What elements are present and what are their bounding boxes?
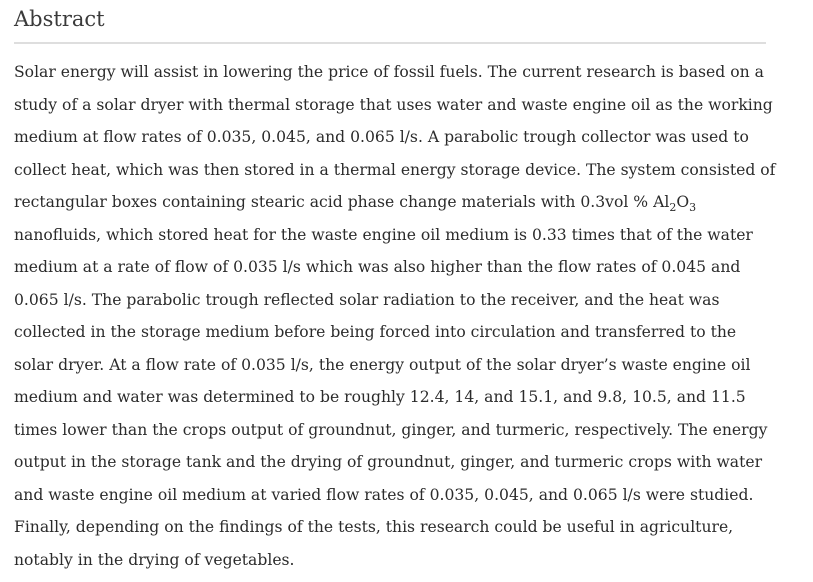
text-line: 0.065 l/s. The parabolic trough reflected solar radiation to the receiver, and the heat was <box>14 290 766 323</box>
text-line: study of a solar dryer with thermal storage that uses water and waste engine oil as the working <box>14 95 766 128</box>
text-line: medium at flow rates of 0.035, 0.045, and 0.065 l/s. A parabolic trough collector was used to <box>14 127 766 160</box>
text-line: collect heat, which was then stored in a thermal energy storage device. The system consisted of <box>14 160 766 193</box>
text-line-chemical-formula <box>14 192 766 225</box>
formula-subscript: 2 <box>669 201 676 214</box>
text-line: collected in the storage medium before being forced into circulation and transferred to the <box>14 322 766 355</box>
text-line: Finally, depending on the findings of the tests, this research could be useful in agriculture, <box>14 517 766 550</box>
text-line: and waste engine oil medium at varied flow rates of 0.035, 0.045, and 0.065 l/s were studied. <box>14 485 766 518</box>
text-line: output in the storage tank and the drying of groundnut, ginger, and turmeric crops with water <box>14 452 766 485</box>
formula-subscript: 3 <box>689 201 696 214</box>
section-heading: Abstract <box>14 0 766 34</box>
text-line: notably in the drying of vegetables. <box>14 550 766 582</box>
text-line: nanofluids, which stored heat for the waste engine oil medium is 0.33 times that of the water <box>14 225 766 258</box>
text-fragment: rectangular boxes containing stearic acid phase change materials with 0.3vol % Al <box>14 193 669 211</box>
abstract-section <box>14 0 766 582</box>
text-line: times lower than the crops output of groundnut, ginger, and turmeric, respectively. The energy <box>14 420 766 453</box>
text-fragment: O <box>676 193 689 211</box>
text-line: solar dryer. At a flow rate of 0.035 l/s, the energy output of the solar dryer’s waste engine oil <box>14 355 766 388</box>
text-line: medium and water was determined to be roughly 12.4, 14, and 15.1, and 9.8, 10.5, and 11.5 <box>14 387 766 420</box>
abstract-text <box>14 44 766 582</box>
text-line: Solar energy will assist in lowering the price of fossil fuels. The current research is based on a <box>14 62 766 95</box>
text-line: medium at a rate of flow of 0.035 l/s which was also higher than the flow rates of 0.045 and <box>14 257 766 290</box>
